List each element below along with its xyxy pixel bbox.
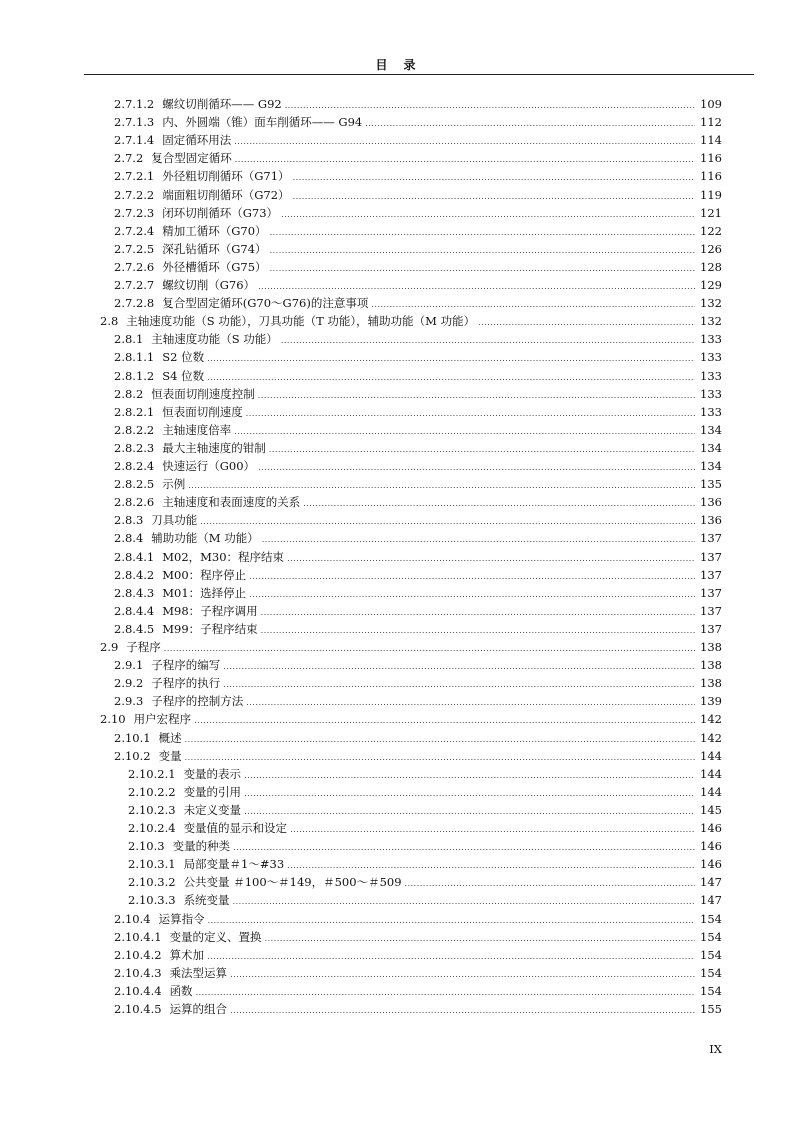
toc-entry-title: 子程序 xyxy=(126,640,161,654)
toc-entry-title: 用户宏程序 xyxy=(133,712,192,727)
toc-entry-page: 139 xyxy=(700,694,722,709)
toc-entry-number: 2.9.2 xyxy=(114,676,144,691)
toc-entry-title: 主轴速度功能（S 功能） xyxy=(151,332,278,347)
toc-entry-number: 2.9.3 xyxy=(114,694,144,709)
toc-entry-page: 138 xyxy=(700,640,722,654)
toc-leader-dots xyxy=(194,713,695,729)
toc-entry-number: 2.7.2.8 xyxy=(114,296,155,311)
toc-entry-page: 119 xyxy=(700,187,722,202)
toc-entry-title: 未定义变量 xyxy=(183,802,242,817)
toc-entry[interactable] xyxy=(128,838,722,854)
toc-entry-title: 端面粗切削循环（G72） xyxy=(162,187,290,202)
page-number: IX xyxy=(709,1042,722,1056)
toc-leader-dots xyxy=(188,478,695,494)
toc-entry[interactable] xyxy=(128,892,722,908)
toc-entry-title: 恒表面切削速度 xyxy=(162,404,243,419)
toc-entry-page: 132 xyxy=(700,314,722,329)
toc-entry-title: 刀具功能 xyxy=(151,513,198,528)
toc-entry-title: 函数 xyxy=(169,983,193,998)
toc-entry-page: 138 xyxy=(700,676,722,691)
toc-entry-title: 辅助功能（M 功能） xyxy=(151,531,259,546)
toc-entry-number: 2.10.4.3 xyxy=(114,965,162,980)
toc-entry-page: 134 xyxy=(700,422,722,437)
toc-entry[interactable] xyxy=(128,820,722,836)
toc-entry-page: 133 xyxy=(700,386,722,401)
toc-entry-number: 2.10.3.3 xyxy=(128,893,176,908)
toc-entry[interactable] xyxy=(114,730,722,746)
toc-entry-title: M02，M30：程序结束 xyxy=(162,549,285,564)
toc-entry-number: 2.7.2.7 xyxy=(114,278,155,292)
toc-entry-title: 精加工循环（G70） xyxy=(162,223,267,238)
toc-entry-page: 134 xyxy=(700,459,722,473)
toc-entry[interactable] xyxy=(100,313,722,329)
toc-entry-number: 2.8.4.2 xyxy=(114,567,155,582)
toc-entry-title: 主轴速度倍率 xyxy=(162,422,232,437)
toc-entry-number: 2.8.4.1 xyxy=(114,549,155,564)
toc-entry-number: 2.10.3.1 xyxy=(128,857,176,872)
toc-entry[interactable] xyxy=(114,349,722,365)
toc-leader-dots xyxy=(207,351,695,367)
toc-entry-title: 子程序的执行 xyxy=(151,676,221,691)
toc-entry[interactable] xyxy=(128,766,722,782)
toc-entry-page: 154 xyxy=(700,983,722,998)
toc-entry-page: 154 xyxy=(700,965,722,980)
toc-entry[interactable] xyxy=(114,494,722,510)
toc-entry-title: 运算指令 xyxy=(158,911,205,926)
toc-entry-title: 算术加 xyxy=(169,947,205,962)
toc-entry[interactable] xyxy=(114,259,722,275)
toc-entry[interactable] xyxy=(114,187,722,203)
toc-entry[interactable] xyxy=(114,965,722,981)
toc-leader-dots xyxy=(262,532,695,548)
toc-entry[interactable] xyxy=(114,150,722,166)
toc-leader-dots xyxy=(293,170,695,186)
toc-leader-dots xyxy=(185,750,695,766)
toc-leader-dots xyxy=(290,822,695,838)
toc-entry-number: 2.7.2.5 xyxy=(114,241,155,256)
toc-entry-title: 快速运行（G00） xyxy=(162,459,256,473)
toc-entry-page: 129 xyxy=(700,278,722,292)
toc-leader-dots xyxy=(233,840,695,856)
toc-entry-title: M00：程序停止 xyxy=(162,567,247,582)
toc-entry[interactable] xyxy=(114,675,722,691)
toc-entry[interactable] xyxy=(114,114,722,130)
toc-entry-number: 2.10.4.5 xyxy=(114,1002,162,1016)
toc-entry-page: 126 xyxy=(700,241,722,256)
toc-entry-title: 复合型固定循环(G70～G76)的注意事项 xyxy=(162,296,369,311)
toc-entry[interactable] xyxy=(100,639,722,655)
toc-leader-dots xyxy=(230,1003,695,1019)
toc-leader-dots xyxy=(365,116,695,132)
toc-entry[interactable] xyxy=(114,386,722,402)
toc-entry[interactable] xyxy=(114,748,722,764)
toc-entry-title: 子程序的控制方法 xyxy=(151,694,244,709)
toc-entry-title: 螺纹切削（G76） xyxy=(162,278,256,292)
toc-entry[interactable] xyxy=(114,603,722,619)
toc-entry-page: 154 xyxy=(700,911,722,926)
toc-entry-number: 2.8.2.2 xyxy=(114,422,155,437)
toc-entry-title: 复合型固定循环 xyxy=(151,151,232,166)
toc-entry-number: 2.8.3 xyxy=(114,513,144,528)
toc-entry[interactable] xyxy=(128,802,722,818)
toc-entry-page: 147 xyxy=(700,893,722,908)
toc-entry-page: 133 xyxy=(700,368,722,383)
toc-entry-number: 2.7.2.4 xyxy=(114,223,155,238)
toc-entry[interactable] xyxy=(128,856,722,872)
toc-entry[interactable] xyxy=(114,331,722,347)
toc-leader-dots xyxy=(244,768,695,784)
toc-leader-dots xyxy=(303,496,695,512)
toc-entry-page: 154 xyxy=(700,947,722,962)
toc-entry-number: 2.8.4.3 xyxy=(114,585,155,600)
toc-leader-dots xyxy=(293,189,695,205)
toc-leader-dots xyxy=(234,424,695,440)
toc-entry-number: 2.8.2.5 xyxy=(114,477,155,492)
toc-entry[interactable] xyxy=(114,585,722,601)
toc-entry-title: 乘法型运算 xyxy=(169,965,228,980)
toc-leader-dots xyxy=(246,695,695,711)
toc-entry[interactable] xyxy=(114,458,722,474)
toc-entry-page: 144 xyxy=(700,766,722,781)
toc-entry-number: 2.7.2.3 xyxy=(114,205,155,220)
toc-entry-number: 2.10.2.4 xyxy=(128,821,176,835)
toc-entry[interactable] xyxy=(114,911,722,927)
toc-entry-number: 2.8.2.6 xyxy=(114,495,155,510)
toc-entry-number: 2.9 xyxy=(100,640,119,654)
toc-entry-title: 主轴速度功能（S 功能），刀具功能（T 功能），辅助功能（M 功能） xyxy=(126,314,476,329)
toc-leader-dots xyxy=(249,587,695,603)
toc-entry-title: 变量的种类 xyxy=(172,839,231,854)
toc-entry-page: 134 xyxy=(700,440,722,455)
toc-entry-page: 132 xyxy=(700,296,722,311)
toc-entry[interactable] xyxy=(114,277,722,293)
toc-entry-number: 2.10.4.2 xyxy=(114,947,162,962)
toc-leader-dots xyxy=(265,931,695,947)
toc-entry-number: 2.8.1.2 xyxy=(114,368,155,383)
toc-entry-page: 146 xyxy=(700,839,722,854)
toc-entry-number: 2.8.4.5 xyxy=(114,621,155,636)
toc-entry-page: 154 xyxy=(700,929,722,944)
toc-entry-page: 135 xyxy=(700,477,722,492)
toc-entry-page: 137 xyxy=(700,603,722,618)
toc-entry-number: 2.7.2 xyxy=(114,151,144,166)
toc-entry[interactable] xyxy=(128,874,722,890)
toc-entry-title: 外径槽循环（G75） xyxy=(162,259,267,274)
toc-leader-dots xyxy=(249,569,695,585)
toc-entry-number: 2.8.4 xyxy=(114,531,144,546)
toc-entry-page: 133 xyxy=(700,404,722,419)
toc-entry-page: 122 xyxy=(700,223,722,238)
toc-entry-page: 137 xyxy=(700,531,722,546)
toc-entry-title: 最大主轴速度的钳制 xyxy=(162,440,266,455)
toc-entry-number: 2.8.2.3 xyxy=(114,440,155,455)
toc-entry-page: 137 xyxy=(700,567,722,582)
toc-leader-dots xyxy=(223,677,695,693)
toc-leader-dots xyxy=(261,623,695,639)
page-title: 目 录 xyxy=(375,58,418,72)
toc-entry-page: 155 xyxy=(700,1002,722,1016)
toc-entry-title: 内、外圆端（锥）面车削循环—— G94 xyxy=(162,115,363,130)
toc-entry-page: 136 xyxy=(700,495,722,510)
toc-leader-dots xyxy=(269,442,695,458)
toc-leader-dots xyxy=(200,514,695,530)
toc-entry-title: S2 位数 xyxy=(162,350,205,365)
toc-leader-dots xyxy=(270,243,695,259)
toc-entry-title: 概述 xyxy=(158,730,182,745)
toc-entry-page: 138 xyxy=(700,658,722,673)
toc-entry-number: 2.7.1.4 xyxy=(114,133,155,148)
toc-entry-page: 137 xyxy=(700,621,722,636)
toc-entry[interactable] xyxy=(114,132,722,148)
toc-leader-dots xyxy=(405,876,695,892)
toc-entry-title: 变量的表示 xyxy=(183,766,242,781)
toc-entry[interactable] xyxy=(114,929,722,945)
toc-entry-page: 146 xyxy=(700,857,722,872)
toc-entry-number: 2.8 xyxy=(100,314,119,329)
toc-entry-page: 144 xyxy=(700,748,722,763)
toc-entry-page: 116 xyxy=(700,169,722,184)
toc-entry-title: 主轴速度和表面速度的关系 xyxy=(162,495,301,510)
toc-leader-dots xyxy=(196,985,695,1001)
toc-entry-number: 2.7.1.3 xyxy=(114,115,155,130)
toc-entry[interactable] xyxy=(114,96,722,112)
toc-entry[interactable] xyxy=(114,168,722,184)
toc-leader-dots xyxy=(258,279,695,295)
toc-entry-title: M01：选择停止 xyxy=(162,585,247,600)
toc-entry-title: 变量 xyxy=(158,748,182,763)
toc-entry-title: 变量的定义、置换 xyxy=(169,929,262,944)
toc-entry[interactable] xyxy=(114,205,722,221)
toc-entry-page: 116 xyxy=(700,151,722,166)
toc-entry-title: 外径粗切削循环（G71） xyxy=(162,169,290,184)
toc-leader-dots xyxy=(371,297,695,313)
toc-entry[interactable] xyxy=(114,422,722,438)
toc-entry-page: 146 xyxy=(700,821,722,835)
toc-entry-number: 2.8.1 xyxy=(114,332,144,347)
toc-leader-dots xyxy=(185,732,695,748)
toc-leader-dots xyxy=(478,315,695,331)
toc-entry-number: 2.8.2.4 xyxy=(114,459,155,473)
toc-leader-dots xyxy=(233,894,695,910)
toc-entry-page: 142 xyxy=(700,712,722,727)
toc-entry-number: 2.10.2.3 xyxy=(128,802,176,817)
toc-leader-dots xyxy=(258,388,695,404)
toc-leader-dots xyxy=(244,786,695,802)
toc-entry[interactable] xyxy=(114,512,722,528)
toc-entry-title: 固定循环用法 xyxy=(162,133,232,148)
toc-entry-number: 2.8.2.1 xyxy=(114,404,155,419)
toc-entry-title: 示例 xyxy=(162,477,186,492)
toc-entry-title: 子程序的编写 xyxy=(151,658,221,673)
toc-entry-number: 2.10.3 xyxy=(128,839,165,854)
toc-entry[interactable] xyxy=(114,295,722,311)
toc-entry-number: 2.10.3.2 xyxy=(128,875,176,890)
toc-entry-number: 2.10.1 xyxy=(114,730,151,745)
toc-entry-title: 变量值的显示和设定 xyxy=(183,821,288,835)
toc-entry[interactable] xyxy=(114,621,722,637)
toc-entry[interactable] xyxy=(114,440,722,456)
toc-entry-number: 2.10.4 xyxy=(114,911,151,926)
toc-entry[interactable] xyxy=(114,657,722,673)
toc-entry[interactable] xyxy=(114,1001,722,1017)
toc-leader-dots xyxy=(246,406,695,422)
toc-entry-page: 133 xyxy=(700,350,722,365)
toc-entry-number: 2.10.2.2 xyxy=(128,784,176,799)
toc-entry-title: 局部变量＃1～#33 xyxy=(183,857,285,872)
toc-entry-number: 2.7.2.6 xyxy=(114,259,155,274)
toc-leader-dots xyxy=(207,949,695,965)
toc-entry[interactable] xyxy=(114,368,722,384)
toc-entry-page: 142 xyxy=(700,730,722,745)
toc-leader-dots xyxy=(223,659,695,675)
toc-entry-page: 128 xyxy=(700,259,722,274)
toc-entry-page: 147 xyxy=(700,875,722,890)
toc-entry-number: 2.9.1 xyxy=(114,658,144,673)
toc-entry-title: M98：子程序调用 xyxy=(162,603,258,618)
toc-entry-number: 2.10 xyxy=(100,712,126,727)
header-divider xyxy=(84,74,754,75)
toc-entry-page: 109 xyxy=(700,97,722,111)
toc-leader-dots xyxy=(261,605,695,621)
toc-entry-number: 2.8.2 xyxy=(114,386,144,401)
toc-entry-title: 恒表面切削速度控制 xyxy=(151,386,255,401)
toc-leader-dots xyxy=(287,858,695,874)
toc-entry-page: 144 xyxy=(700,784,722,799)
toc-entry-page: 121 xyxy=(700,205,722,220)
toc-entry-title: 变量的引用 xyxy=(183,784,242,799)
toc-entry-title: 公共变量 ＃100～＃149，＃500～＃509 xyxy=(183,875,402,890)
toc-entry[interactable] xyxy=(128,784,722,800)
toc-leader-dots xyxy=(208,913,695,929)
toc-leader-dots xyxy=(281,207,695,223)
toc-entry-title: 深孔钻循环（G74） xyxy=(162,241,267,256)
toc-leader-dots xyxy=(287,551,695,567)
toc-leader-dots xyxy=(258,460,695,476)
toc-entry-page: 137 xyxy=(700,549,722,564)
toc-leader-dots xyxy=(235,152,695,168)
toc-leader-dots xyxy=(234,134,695,150)
toc-entry-number: 2.10.4.4 xyxy=(114,983,162,998)
toc-entry-page: 112 xyxy=(700,115,722,130)
toc-leader-dots xyxy=(244,804,695,820)
toc-entry[interactable] xyxy=(114,241,722,257)
toc-leader-dots xyxy=(270,225,695,241)
toc-entry-title: 运算的组合 xyxy=(169,1002,228,1016)
toc-entry-title: 系统变量 xyxy=(183,893,230,908)
toc-entry[interactable] xyxy=(114,530,722,546)
toc-entry[interactable] xyxy=(114,404,722,420)
toc-leader-dots xyxy=(270,261,695,277)
toc-entry[interactable] xyxy=(114,476,722,492)
toc-leader-dots xyxy=(164,641,695,657)
toc-entry-number: 2.7.2.1 xyxy=(114,169,155,184)
toc-entry-number: 2.8.4.4 xyxy=(114,603,155,618)
toc-entry[interactable] xyxy=(100,711,722,727)
toc-entry-page: 137 xyxy=(700,585,722,600)
toc-entry[interactable] xyxy=(114,693,722,709)
toc-entry[interactable] xyxy=(114,983,722,999)
toc-entry-title: 闭环切削循环（G73） xyxy=(162,205,279,220)
toc-entry-page: 133 xyxy=(700,332,722,347)
toc-leader-dots xyxy=(281,333,695,349)
toc-entry-number: 2.10.2.1 xyxy=(128,766,176,781)
toc-entry-title: S4 位数 xyxy=(162,368,205,383)
toc-entry-page: 114 xyxy=(700,133,722,148)
toc-entry-number: 2.10.2 xyxy=(114,748,151,763)
toc-entry[interactable] xyxy=(114,549,722,565)
toc-entry[interactable] xyxy=(114,947,722,963)
toc-entry-title: M99：子程序结束 xyxy=(162,621,258,636)
toc-leader-dots xyxy=(230,967,695,983)
toc-entry-page: 136 xyxy=(700,513,722,528)
toc-entry-number: 2.7.1.2 xyxy=(114,97,155,111)
toc-entry-number: 2.10.4.1 xyxy=(114,929,162,944)
toc-entry-page: 145 xyxy=(700,802,722,817)
toc-entry-title: 螺纹切削循环—— G92 xyxy=(162,97,282,111)
toc-entry-number: 2.8.1.1 xyxy=(114,350,155,365)
toc-entry-number: 2.7.2.2 xyxy=(114,187,155,202)
toc-entry[interactable] xyxy=(114,223,722,239)
toc-leader-dots xyxy=(207,370,695,386)
toc-entry[interactable] xyxy=(114,567,722,583)
toc-leader-dots xyxy=(285,98,695,114)
